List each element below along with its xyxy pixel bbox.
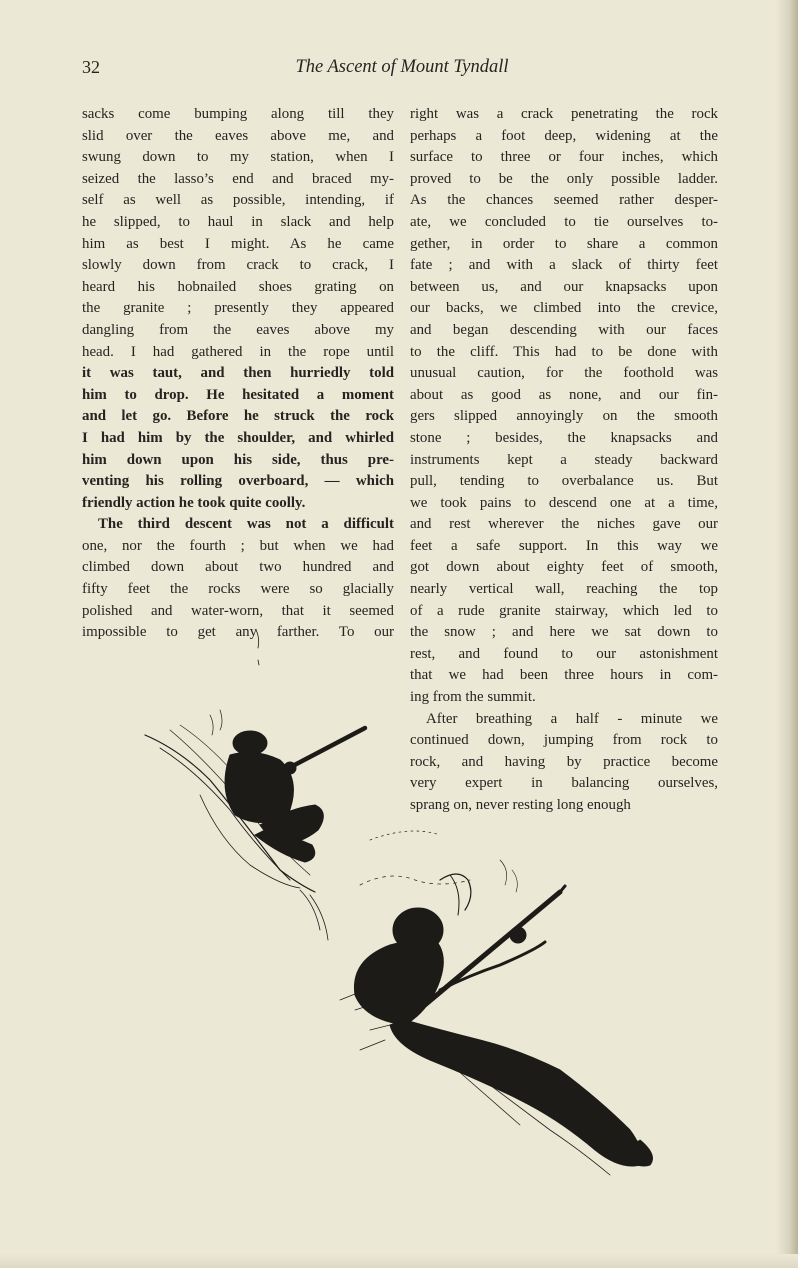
left-column-line: climbed down about two hundred and: [82, 559, 394, 576]
left-column-line: venting his rolling overboard, — which: [82, 473, 394, 490]
left-column-line: one, nor the fourth ; but when we had: [82, 537, 394, 554]
right-column-line: got down about eighty feet of smooth,: [410, 559, 718, 576]
left-column-line: heard his hobnailed shoes grating on: [82, 278, 394, 295]
page-header: [82, 57, 722, 83]
page-bottom-edge: [0, 1254, 798, 1268]
left-column-line: sacks come bumping along till they: [82, 106, 394, 122]
left-column-line: dangling from the eaves above my: [82, 321, 394, 338]
right-column-line: gers slipped annoyingly on the smooth: [410, 408, 718, 425]
left-column-line: the granite ; presently they appeared: [82, 300, 394, 317]
left-column-line: The third descent was not a difficult: [98, 516, 394, 533]
right-column-line: to the cliff. This had to be done with: [410, 343, 718, 360]
right-column-line: feet a safe support. In this way we: [410, 537, 718, 554]
right-column-line: stone ; besides, the knapsacks and: [410, 429, 718, 446]
left-column-line: self as well as possible, intending, if: [82, 192, 394, 209]
left-column-line: it was taut, and then hurriedly told: [82, 365, 394, 382]
right-column-line: As the chances seemed rather desper-: [410, 192, 718, 209]
right-column-line: between us, and our knapsacks upon: [410, 278, 718, 295]
right-column-line: rest, and found to our astonishment: [410, 645, 718, 662]
right-column-line: fate ; and with a slack of thirty feet: [410, 257, 718, 274]
right-column-line: After breathing a half - minute we: [426, 710, 718, 727]
right-column-line: that we had been three hours in com-: [410, 667, 718, 684]
right-column-line: rock, and having by practice become: [410, 753, 718, 770]
right-column-line: sprang on, never resting long enough: [410, 797, 631, 813]
right-column-line: ate, we concluded to tie ourselves to-: [410, 213, 718, 230]
right-column-line: surface to three or four inches, which: [410, 149, 718, 166]
left-column-line: and let go. Before he struck the rock: [82, 408, 394, 425]
right-column-line: proved to be the only possible ladder.: [410, 170, 718, 187]
right-column-line: nearly vertical wall, reaching the top: [410, 581, 718, 598]
left-column-line: fifty feet the rocks were so glacially: [82, 581, 394, 598]
left-column-line: head. I had gathered in the rope until: [82, 343, 394, 360]
right-column-line: the snow ; and here we sat down to: [410, 624, 718, 641]
page-number: 32: [82, 57, 100, 77]
left-column-line: seized the lasso’s end and braced my-: [82, 170, 394, 187]
left-column-line: slowly down from crack to crack, I: [82, 257, 394, 274]
right-column-line: right was a crack penetrating the rock: [410, 106, 718, 122]
left-column-line: friendly action he took quite coolly.: [82, 494, 306, 511]
running-title: The Ascent of Mount Tyndall: [295, 57, 509, 77]
left-text-column: [82, 104, 394, 644]
left-column-line: polished and water-worn, that it seemed: [82, 602, 394, 619]
right-column-line: our backs, we climbed into the crevice,: [410, 300, 718, 317]
right-column-line: unusual caution, for the foothold was: [410, 365, 718, 382]
right-column-line: and rest wherever the niches gave our: [410, 516, 718, 533]
right-column-line: ing from the summit.: [410, 689, 536, 706]
right-column-line: continued down, jumping from rock to: [410, 732, 718, 749]
upper-climber-figure: [145, 630, 365, 892]
right-column-line: instruments kept a steady backward: [410, 451, 718, 468]
right-column-line: we took pains to descend one at a time,: [410, 494, 718, 511]
left-column-line: he slipped, to haul in slack and help: [82, 213, 394, 230]
left-column-line: slid over the eaves above me, and: [82, 127, 394, 144]
lower-climber-figure: [354, 874, 652, 1175]
right-column-line: gether, in order to share a common: [410, 235, 718, 252]
left-column-line: him down upon his side, thus pre-: [82, 451, 394, 468]
right-column-line: about as good as none, and our fin-: [410, 386, 718, 403]
page-edge-shadow: [776, 0, 798, 1268]
right-column-line: pull, tending to overbalance us. But: [410, 473, 718, 490]
right-column-line: very expert in balancing ourselves,: [410, 775, 718, 792]
left-column-line: him as best I might. As he came: [82, 235, 394, 252]
left-column-line: him to drop. He hesitated a moment: [82, 386, 394, 403]
left-column-line: I had him by the shoulder, and whirled: [82, 429, 394, 446]
right-column-line: and began descending with our faces: [410, 321, 718, 338]
climbers-sliding-down-snow-illustration: [140, 630, 680, 1190]
left-column-line: swung down to my station, when I: [82, 149, 394, 166]
right-column-line: perhaps a foot deep, widening at the: [410, 127, 718, 144]
left-column-line: impossible to get any farther. To our: [82, 624, 394, 641]
right-column-line: of a rude granite stairway, which led to: [410, 602, 718, 619]
